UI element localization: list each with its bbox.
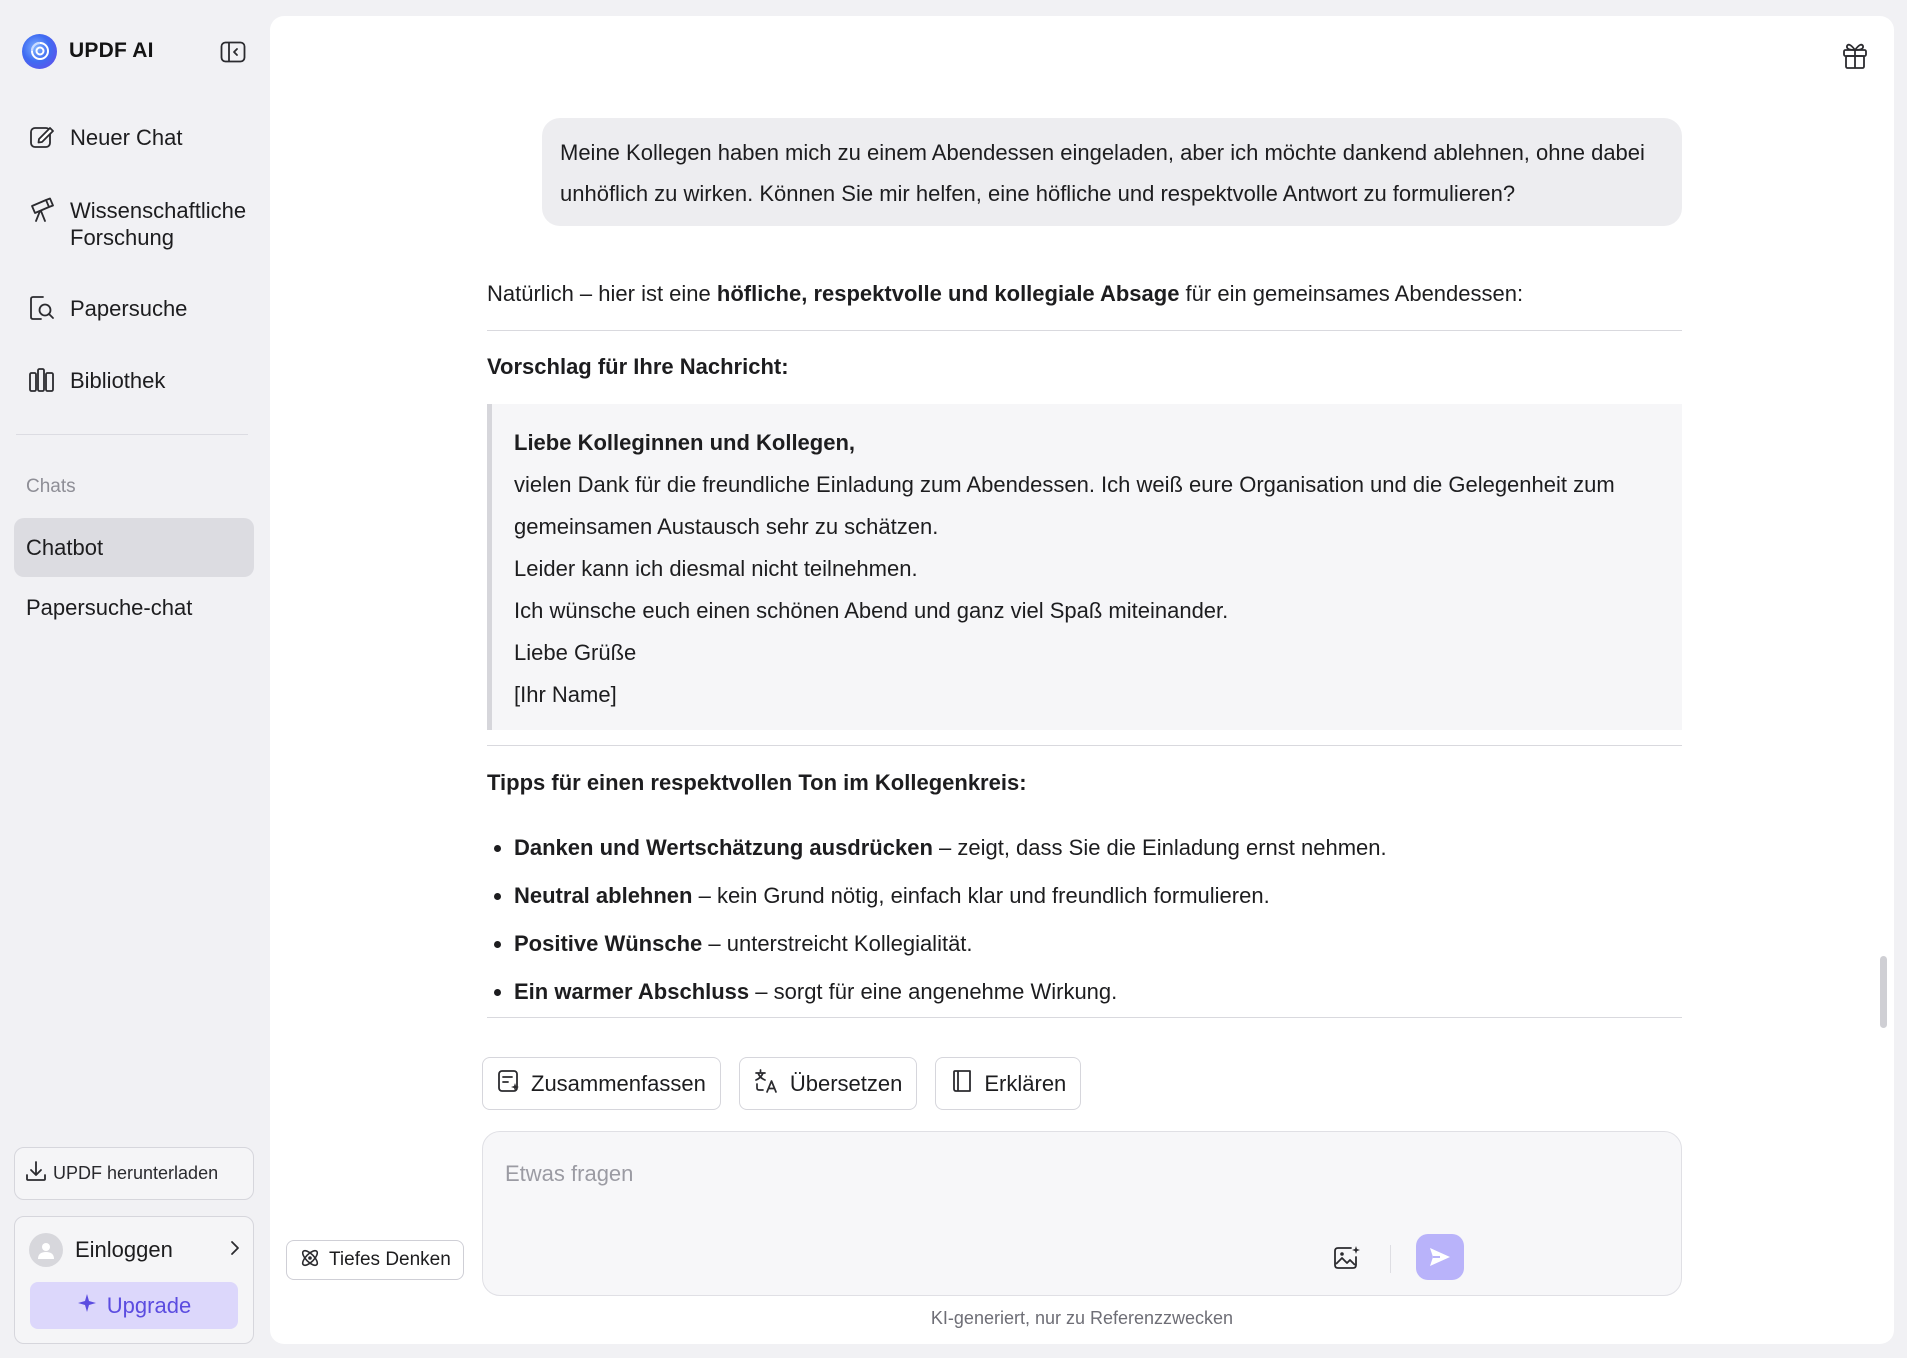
send-button[interactable] [1416,1234,1464,1280]
ai-disclaimer: KI-generiert, nur zu Referenzzwecken [930,1308,1234,1328]
edit-icon [28,123,56,151]
chat-panel [270,16,1894,1344]
atom-icon [299,1247,321,1274]
sparkle-icon [77,1293,97,1318]
sidebar-toggle-icon [220,41,246,63]
download-label: UPDF herunterladen [53,1163,219,1183]
image-add-icon [1333,1245,1361,1271]
chat-item-papersuche-chat[interactable]: Papersuche-chat [26,594,193,620]
download-updf-button[interactable] [14,1147,254,1200]
telescope-icon [28,196,56,224]
suggestion-heading: Vorschlag für Ihre Nachricht: [487,354,789,379]
user-message: Meine Kollegen haben mich zu einem Abendessen eingeladen, aber ich möchte dankend ablehnen, ohne dabei unhöflich zu wirken. Können Sie mir helfen, eine höfliche und respektvolle Antwort zu formulieren? [542,118,1682,226]
user-icon [35,1239,57,1261]
deep-thinking-toggle[interactable] [286,1240,464,1280]
letter-line: Liebe Grüße [514,640,637,665]
composer [482,1131,1682,1296]
nav-paper-search[interactable] [14,288,254,328]
suggested-letter [487,404,1682,730]
updf-logo-icon [22,34,57,69]
divider [487,330,1682,331]
quick-actions [482,1057,1081,1110]
summarize-button[interactable] [482,1057,721,1110]
paper-search-icon [28,294,56,322]
account-panel [14,1216,254,1344]
nav-label: Papersuche [70,296,188,321]
divider [487,1017,1682,1018]
summarize-icon [497,1069,521,1098]
tip-title: Neutral ablehnen [514,883,693,908]
chats-heading: Chats [26,476,76,497]
action-label: Erklären [984,1070,1067,1096]
explain-button[interactable] [935,1057,1081,1110]
intro-bold-text: höfliche, respektvolle und kollegiale Absage [716,281,1180,306]
list-item [487,920,1682,968]
nav-library[interactable] [14,360,254,400]
letter-line: vielen Dank für die freundliche Einladung zum Abendessen. Ich weiß eure Organisation und die Gelegenheit zum [514,472,1615,497]
nav-scientific-research[interactable] [14,190,254,257]
tip-text: – sorgt für eine angenehme Wirkung. [749,979,1118,1004]
download-icon [25,1160,47,1187]
intro-text: Natürlich – hier ist eine [487,281,717,306]
answer-intro [487,279,1682,309]
list-item [487,968,1682,1016]
nav-new-chat[interactable] [14,117,254,157]
nav-label: Neuer Chat [70,125,183,150]
letter-greeting: Liebe Kolleginnen und Kollegen, [514,430,856,455]
brand[interactable] [22,33,154,69]
tip-title: Danken und Wertschätzung ausdrücken [514,835,933,860]
chat-item-chatbot[interactable]: Chatbot [14,518,254,577]
tip-title: Ein warmer Abschluss [514,979,750,1004]
library-icon [28,366,56,394]
upgrade-label: Upgrade [106,1292,192,1318]
tip-text: – kein Grund nötig, einfach klar und freundlich formulieren. [692,883,1270,908]
composer-separator [1390,1245,1391,1273]
deep-thinking-label: Tiefes Denken [329,1249,451,1270]
nav-label: Bibliothek [70,368,166,393]
translate-icon [754,1068,780,1099]
tips-heading: Tipps für einen respektvollen Ton im Kollegenkreis: [487,770,1027,795]
tip-title: Positive Wünsche [514,931,703,956]
collapse-sidebar-button[interactable] [219,39,247,65]
letter-line: [Ihr Name] [514,682,617,707]
tips-list [487,824,1682,1016]
conversation [270,16,1894,1344]
login-button[interactable] [15,1217,255,1283]
letter-line: Leider kann ich diesmal nicht teilnehmen. [514,556,918,581]
add-image-button[interactable] [1327,1238,1367,1278]
sidebar-divider [16,434,248,435]
book-icon [950,1069,974,1098]
action-label: Übersetzen [789,1070,903,1096]
sidebar [0,0,268,1358]
send-icon [1428,1246,1452,1268]
scrollbar-thumb[interactable] [1880,956,1887,1028]
login-label: Einloggen [75,1237,173,1262]
nav-label: Wissenschaftliche Forschung [70,198,247,250]
translate-button[interactable] [739,1057,918,1110]
tip-text: – zeigt, dass Sie die Einladung ernst nehmen. [932,835,1387,860]
chevron-right-icon [229,1240,241,1261]
tip-text: – unterstreicht Kollegialität. [702,931,973,956]
letter-line: gemeinsamen Austausch sehr zu schätzen. [514,514,939,539]
avatar [29,1233,63,1267]
message-input[interactable] [505,1156,1645,1192]
upgrade-button[interactable] [30,1282,238,1329]
brand-name: UPDF AI [69,39,154,62]
letter-line: Ich wünsche euch einen schönen Abend und ganz viel Spaß miteinander. [514,598,1229,623]
intro-text-end: für ein gemeinsames Abendessen: [1179,281,1524,306]
list-item [487,872,1682,920]
list-item [487,824,1682,872]
action-label: Zusammenfassen [531,1070,706,1096]
divider [487,745,1682,746]
